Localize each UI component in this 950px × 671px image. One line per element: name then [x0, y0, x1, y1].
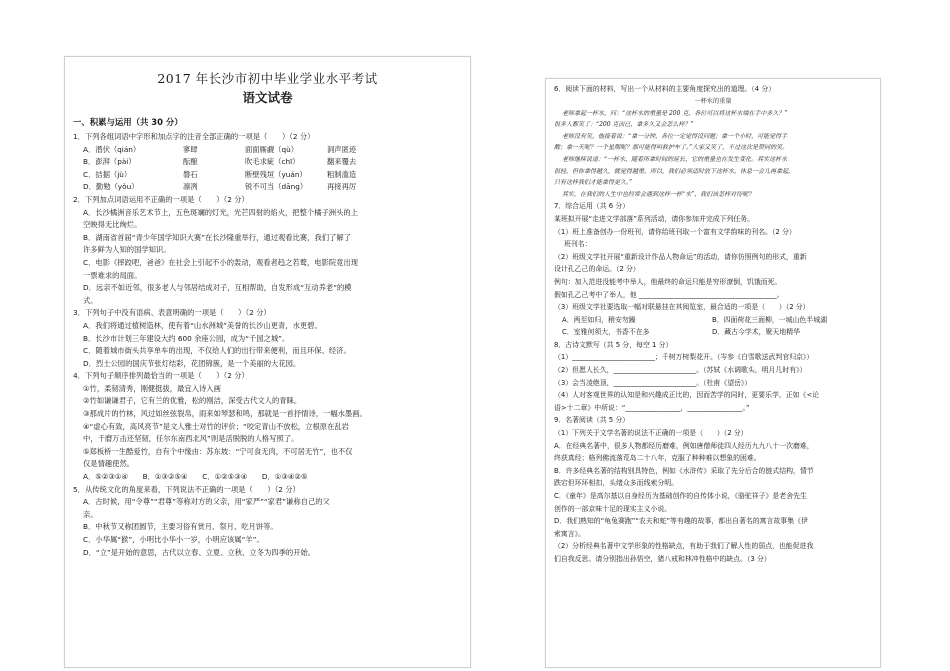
q7-line: （2）班级文学社开展“重新设计作品人物命运”的活动，请你仿照例句的形式，重新	[554, 252, 807, 261]
q7-line: 假如孔乙己考中了举人，他 ________________________________________。	[554, 290, 784, 299]
q7-line: （1）班上准备创办一份班刊，请你给班刊取一个富有文学韵味的刊名。（2 分）	[554, 227, 796, 236]
article-paragraph: 很轻，但你拿得越久，就觉得越重。所以，我们必须适时放下这杯水，休息一会儿再拿起，	[554, 167, 795, 175]
q2-line: A．长沙橘洲音乐艺术节上，五色斑斓的灯光，光芒四射的焰火，把整个橘子洲头的上	[83, 207, 358, 217]
q1-b-1: B．澎湃（pài）	[83, 157, 136, 167]
q7-options-row	[554, 314, 872, 327]
q5-line: 亲。	[83, 509, 98, 519]
article-paragraph: 老师继续说道：“一杯水，随着所拿时间的延长，它的重量也在发生变化。其实这杯水	[562, 155, 788, 163]
q2-line: 许多鲜为人知的国学知识。	[83, 245, 171, 255]
q4-line: ④“虚心有致，高风亮节”是文人雅士对竹的评价；“咬定青山不放松，立根原在乱岩	[83, 421, 349, 431]
q7-line: 某班拟开展“走进文学部落”系列活动，请你参加并完成下列任务。	[554, 214, 755, 223]
q2-line: D．远亲不如近邻，很多老人与邻居结成对子，互相帮助，自发形成“互动养老”的模	[83, 283, 352, 293]
q9-line: 创作的一部京味十足的现实主义小说。	[554, 504, 672, 513]
exam-page-right	[545, 78, 881, 668]
q1-d-2: 凛冽	[183, 182, 198, 192]
q4-options: A．⑤②③①④ B．①③②⑤④ C．①②⑤③④ D．①③④②⑤	[83, 472, 308, 482]
q1-c-2: 磐石	[183, 169, 198, 179]
q2-line: 一票难求的局面。	[83, 270, 142, 280]
q2-line: C．电影《摔跤吧，爸爸》在社会上引起不小的轰动，观看者趋之若鹜，电影院竟出现	[83, 257, 359, 267]
q9-line: A．在经典名著中，很多人物都经历磨难，例如唐僧师徒四人经历九九八十一次磨难，	[554, 441, 814, 450]
article-paragraph: 老师没有笑，他接着说：“拿一分钟，各位一定觉得没问题；拿一个小时，可能觉得手	[562, 132, 788, 140]
q1-d-1: D．勤勉（yǒu）	[83, 182, 139, 192]
q1-b-2: 酝酿	[183, 157, 198, 167]
q5-line: C．小华属“猴”，小明比小华小一岁，小明应该属“羊”。	[83, 535, 264, 544]
q4-line: ⑤郑板桥一生酷爱竹，自有个中缘由：苏东坡：“宁可食无肉，不可居无竹”，也不仅	[83, 446, 353, 456]
q1-row-d	[73, 181, 462, 194]
q7-option-d: D．藏古今学术，聚天地精华	[712, 328, 800, 337]
q9-line: C．《童年》是高尔基以自身经历为基础创作的自传体小说，《骆驼祥子》是老舍先生	[554, 492, 807, 500]
article-title: 一杯水的重量	[694, 97, 732, 105]
q4-stem: 4．下列句子顺序排列最恰当的一项是（ ）（2 分）	[73, 371, 249, 381]
q7-option-b: B．四面荷花三面柳，一城山色半城湖	[712, 315, 827, 324]
q4-line: 仅是情趣使然。	[83, 459, 135, 469]
q8-line: 语>十二章》中所说：“________________，________________。”	[554, 403, 750, 412]
q5-line: B．中秋节又称团圆节，主要习俗有赏月、祭月、吃月饼等。	[83, 522, 278, 532]
exam-page-left	[64, 56, 471, 668]
q7-option-c: C．室雅何须大，书香不在多	[562, 328, 650, 337]
q2-line: B．湖南省首届“青少年国学知识大赛”在长沙隆重举行，通过观看比赛，我们了解了	[83, 232, 351, 242]
q8-line: （1）________________________；千树万树梨花开。（岑参《白雪歌送武判官归京》）	[554, 353, 814, 362]
q7-options-row	[554, 326, 872, 339]
q1-c-3: 断壁残垣（yuán）	[245, 169, 307, 179]
exam-title: 2017 年长沙市初中毕业学业水平考试	[157, 71, 378, 86]
q1-b-4: 翻来覆去	[327, 157, 357, 167]
q4-line: ①竹，柔韧清秀，刚健挺拔，最宜入诗入画	[83, 383, 221, 393]
q8-line: （2）但愿人长久，________________________。（苏轼《水调歌头，明月几时有》）	[554, 366, 807, 375]
q7-line: 例句：加入范进没能考中举人，他最终的命运只能是穷形潦倒，饥饿而死。	[554, 277, 782, 286]
q1-c-4: 粗制滥造	[327, 169, 357, 179]
q7-stem: 7．综合运用（共 6 分）	[554, 202, 630, 211]
q9-line: （1）下列关于文学名著的说法不正确的一项是（ ）（2 分）	[554, 429, 748, 438]
q6-stem: 6．阅读下面的材料，写出一个从材料的主要角度探究出的道理。（4 分）	[554, 85, 776, 93]
q1-a-4: 洞声匿迹	[327, 144, 357, 154]
q3-line: A．我们将通过植树造林，使有着“山水洲城”美誉的长沙山更青，水更碧。	[83, 320, 322, 330]
section-heading: 一、积累与运用（共 30 分）	[73, 117, 183, 127]
q1-row-a	[73, 144, 462, 157]
article-paragraph: 只有这样我们才能拿得更久。”	[554, 179, 633, 187]
q9-line: （2）分析经典名著中文学形象的性格缺点，有助于我们了解人性的弱点，也能促进我	[554, 542, 814, 551]
q4-line: 中，千磨万击还坚韧，任尔东南西北风”则是活脱脱的人格写照了。	[83, 434, 299, 444]
article-paragraph: 老师拿起一杯水，问：“这杯水的重量是 200 克，各位可以将这杯水端在手中多久？”	[562, 109, 788, 117]
q1-d-3: 锐不可当（dāng）	[245, 182, 308, 192]
q9-stem: 9．名著阅读（共 5 分）	[554, 416, 630, 425]
q9-line: 跌宕但环环相扣，头绪众多而线索分明。	[554, 479, 679, 488]
q9-line: D．我们熟知的“龟兔赛跑”“农夫和蛇”等有趣的故事，都出自著名的寓言故事集《伊	[554, 517, 808, 526]
article-paragraph: 酸；拿一天呢？一个星期呢？那可能得叫救护车了。”大家又笑了，不过这次是赞同的笑。	[554, 144, 789, 152]
q1-c-1: C．拮据（jù）	[83, 169, 132, 179]
q8-line: （3）会当凌绝顶，________________________。（杜甫《望岳》）	[554, 378, 752, 387]
q3-line: C．随着城市街头共享单车的出现，不仅给人们的出行带来便利，而且环保、经济。	[83, 346, 351, 356]
q4-line: ③那成片的竹林，风过如丝弦裂帛，雨来如琴瑟和鸣，那就是一首抒情诗，一幅水墨画。	[83, 409, 367, 419]
q1-row-b	[73, 156, 462, 169]
q8-stem: 8．古诗文默写（共 5 分，每空 1 分）	[554, 340, 673, 349]
q1-b-3: 吹毛求疵（chī）	[245, 157, 300, 167]
q7-line: 班刊名：	[564, 240, 592, 249]
q2-line: 空映得无比绚烂。	[83, 220, 142, 230]
q9-line: B．许多经典名著的结构别具特色，例如《水浒传》采取了先分后合的链式结构，情节	[554, 466, 814, 475]
article-paragraph: 其实，在我们的人生中也经常会遇到这样一杯“水”，我们该怎样对待呢？	[562, 190, 755, 198]
q5-stem: 5．从传统文化的角度来看，下列说法不正确的一项是（ ）（2 分）	[73, 484, 300, 494]
q9-line: 们自我反思。请分别指出孙悟空，猪八戒和林冲性格中的缺点。（3 分）	[554, 554, 771, 563]
q8-line: （4）人对客观世界的认知是和兴趣成正比的，因而苦学的同时，更要乐学，正如《<论	[554, 391, 820, 400]
q2-stem: 2．下列加点词语运用不正确的一项是（ ）（2 分）	[73, 194, 249, 204]
q9-line: 终获真经；格列佛流落荒岛二十八年，克服了种种难以想象的困难。	[554, 454, 761, 463]
q5-line: D．“立”是开始的意思，古代以立春、立夏、立秋、立冬为四季的开始。	[83, 547, 316, 557]
q7-line: （3）班级文学社要选取一幅对联悬挂在其阅览室，最合适的一项是（ ）（2 分）	[554, 303, 810, 312]
q1-d-4: 再接再厉	[327, 182, 357, 192]
article-paragraph: 很多人都笑了：“200 克而已，拿多久又会怎么样？”	[554, 121, 694, 129]
q1-a-1: A．潜伏（qián）	[83, 144, 141, 154]
q7-line: 设计孔乙己的命运。（2 分）	[554, 265, 640, 274]
q7-option-a: A．两至如归，稍安勿躁	[562, 315, 636, 324]
q1-row-c	[73, 169, 462, 182]
q3-stem: 3．下列句子中没有语病、表意明确的一项是（ ）（2 分）	[73, 308, 271, 318]
exam-subtitle: 语文试卷	[242, 90, 293, 105]
q1-a-2: 寥肆	[183, 144, 198, 154]
q1-stem: 1．下列各组词语中字形和加点字的注音全部正确的一项是（ ）（2 分）	[73, 132, 315, 141]
q5-line: A．古时候，用“令尊”“君尊”等称对方的父亲，用“家严”“家君”谦称自己的父	[83, 497, 330, 507]
q2-line: 式。	[83, 295, 98, 305]
q9-line: 索寓言》。	[554, 529, 586, 538]
q3-line: D．烈士公园的国庆节张灯结彩，花团锦簇，是一个美丽的大花园。	[83, 358, 301, 368]
q4-line: ②竹如谦谦君子，它有兰的优雅，松的刚洁，深受古代文人的青睐。	[83, 396, 302, 406]
q3-line: B．长沙市计划三年建设大约 600 余座公园，成为“千园之城”。	[83, 333, 290, 343]
q1-a-3: 面面厮觑（qù）	[245, 144, 299, 154]
